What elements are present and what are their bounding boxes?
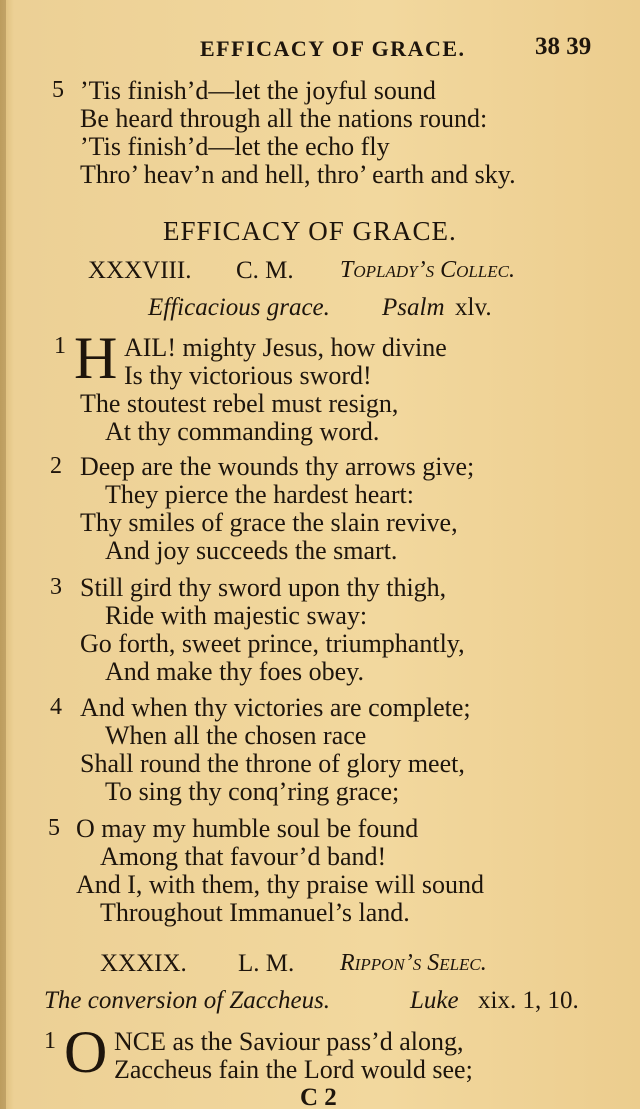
verse-line: Still gird thy sword upon thy thigh, [80,573,447,602]
hymn-number: XXXVIII. [88,257,192,284]
page-gutter [0,0,6,1109]
verse-line: And I, with them, thy praise will sound [76,870,485,899]
verse-line: Among that favour’d band! [100,842,387,871]
verse-line: Is thy victorious sword! [124,361,372,390]
verse-line: ’Tis finish’d—let the echo fly [80,132,390,161]
verse-line: And make thy foes obey. [105,657,364,686]
drop-cap: H [74,325,118,391]
verse-line: Be heard through all the nations round: [80,104,488,133]
hymn-subject: Efficacious grace. [148,294,330,321]
signature-mark: C 2 [300,1084,337,1109]
verse-line: To sing thy conq’ring grace; [105,777,400,806]
verse-number: 1 [54,333,66,359]
hymn-meter: C. M. [236,257,294,284]
verse-line: Thy smiles of grace the slain revive, [80,508,458,537]
verse-number: 4 [50,694,62,720]
verse-line: ’Tis finish’d—let the joyful sound [80,76,436,105]
hymn-number: XXXIX. [100,950,187,977]
verse-line: They pierce the hardest heart: [105,480,414,509]
verse-number: 3 [50,574,62,600]
verse-line: When all the chosen race [105,721,367,750]
verse-line: Ride with majestic sway: [105,601,368,630]
verse-line: Zaccheus fain the Lord would see; [114,1055,473,1084]
hymn-subject: The conversion of Zaccheus. [44,987,331,1014]
section-title: EFFICACY OF GRACE. [163,216,457,246]
verse-number: 5 [52,77,64,103]
verse-line: NCE as the Saviour pass’d along, [114,1027,464,1056]
scripture-ref: xix. 1, 10. [478,987,579,1014]
verse-line: At thy commanding word. [105,417,380,446]
hymn-meter: L. M. [238,950,295,977]
verse-line: Deep are the wounds thy arrows give; [80,452,475,481]
verse-line: The stoutest rebel must resign, [80,389,399,418]
hymn-source: Rippon’s Selec. [340,950,487,976]
verse-line: And when thy victories are complete; [80,693,471,722]
verse-line: AIL! mighty Jesus, how divine [124,333,447,362]
verse-line: Shall round the throne of glory meet, [80,749,465,778]
hymn-source: Toplady’s Collec. [340,257,515,283]
page-number: 38 39 [535,33,592,60]
verse-line: Throughout Immanuel’s land. [100,898,410,927]
scripture-label: Luke [410,987,459,1014]
verse-number: 2 [50,453,62,479]
running-title: EFFICACY OF GRACE. [200,36,466,61]
verse-number: 1 [44,1028,56,1054]
verse-number: 5 [48,815,60,841]
verse-line: Thro’ heav’n and hell, thro’ earth and sky. [80,160,516,189]
verse-line: And joy succeeds the smart. [105,536,398,565]
psalm-label: Psalm [382,294,445,321]
psalm-ref: xlv. [455,294,492,321]
drop-cap: O [64,1019,108,1085]
verse-line: O may my humble soul be found [76,814,419,843]
verse-line: Go forth, sweet prince, triumphantly, [80,629,465,658]
